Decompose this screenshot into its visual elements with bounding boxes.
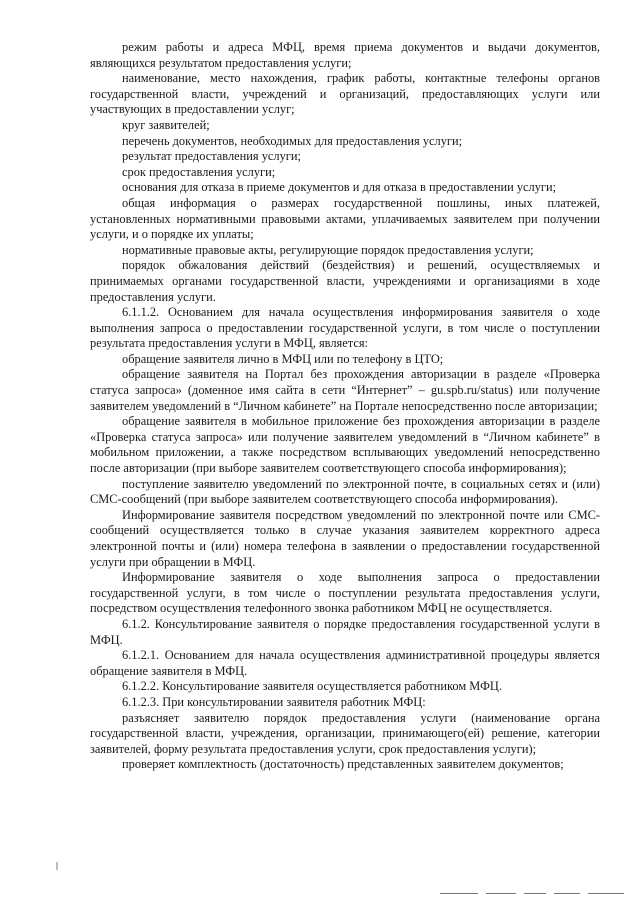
paragraph: 6.1.2. Консультирование заявителя о порядке предоставления государственной услуги в МФЦ. [90,616,600,647]
scan-smudge [56,862,58,870]
paragraph: обращение заявителя на Портал без прохождения авторизации в разделе «Проверка статуса запроса» (доменное имя сайта в сети “Интернет” – gu.spb.ru/status) или получение заявителем уведомлений в “Личном кабинете” на Портале непосредственно после авторизации; [90,367,600,413]
paragraph: нормативные правовые акты, регулирующие порядок предоставления услуги; [122,242,534,257]
paragraph: результат предоставления услуги; [122,149,301,164]
paragraph: круг заявителей; [122,117,210,132]
paragraph: обращение заявителя в мобильное приложение без прохождения авторизации в разделе «Проверка статуса запроса» или получение заявителем уведомлений в “Личном кабинете” в мобильном приложении, а также посредством всплывающих уведомлений непосредственно после авторизации (при выборе заявителем соответствующего способа информирования); [90,414,600,476]
paragraph: 6.1.2.3. При консультировании заявителя работник МФЦ: [122,694,426,709]
paragraph: перечень документов, необходимых для предоставления услуги; [122,133,463,148]
paragraph: наименование, место нахождения, график работы, контактные телефоны органов государственной власти, учреждений и организаций, предоставляющих услуги или участвующих в предоставлении услуг; [90,71,600,117]
paragraph: порядок обжалования действий (бездействия) и решений, осуществляемых и принимаемых органами государственной власти, учреждениями и организациями в ходе предоставления услуги. [90,258,600,304]
paragraph: общая информация о размерах государственной пошлины, иных платежей, установленных нормативными правовыми актами, уплачиваемых заявителем при получении услуги, и о порядке их уплаты; [90,195,600,242]
paragraph: проверяет комплектность (достаточность) представленных заявителем документов; [122,757,564,772]
paragraph: 6.1.1.2. Основанием для начала осуществления информирования заявителя о ходе выполнения запроса о предоставлении государственной услуги, в том числе о поступлении результата предоставления услуги в МФЦ, является: [90,305,600,351]
document-page [90,40,600,773]
paragraph: срок предоставления услуги; [122,164,276,179]
paragraph: 6.1.2.1. Основанием для начала осуществления административной процедуры является обращение заявителя в МФЦ. [90,648,600,678]
paragraph: разъясняет заявителю порядок предоставления услуги (наименование органа государственной власти, учреждения, организации, принимающего(ей) решение, категории заявителей, форму результата предоставления услуги, срок предоставления услуги); [90,710,600,756]
paragraph: обращение заявителя лично в МФЦ или по телефону в ЦТО; [122,351,444,366]
footer-scan-marks [440,893,630,895]
paragraph: поступление заявителю уведомлений по электронной почте, в социальных сетях и (или) СМС-сообщений (при выборе заявителем соответствующего способа информирования). [90,476,600,507]
paragraph: Информирование заявителя о ходе выполнения запроса о предоставлении государственной услуги, в том числе о поступлении результата предоставления услуги, посредством осуществления телефонного звонка работником МФЦ не осуществляется. [90,570,600,616]
paragraph: Информирование заявителя посредством уведомлений по электронной почте или СМС-сообщений осуществляется только в случае указания заявителем корректного адреса электронной почты и (или) номера телефона в заявлении о предоставлении государственной услуги при обращении в МФЦ. [90,507,600,569]
paragraph: 6.1.2.2. Консультирование заявителя осуществляется работником МФЦ. [122,679,502,694]
paragraph: основания для отказа в приеме документов и для отказа в предоставлении услуги; [122,180,557,195]
paragraph: режим работы и адреса МФЦ, время приема документов и выдачи документов, являющихся результатом предоставления услуги; [90,40,600,70]
